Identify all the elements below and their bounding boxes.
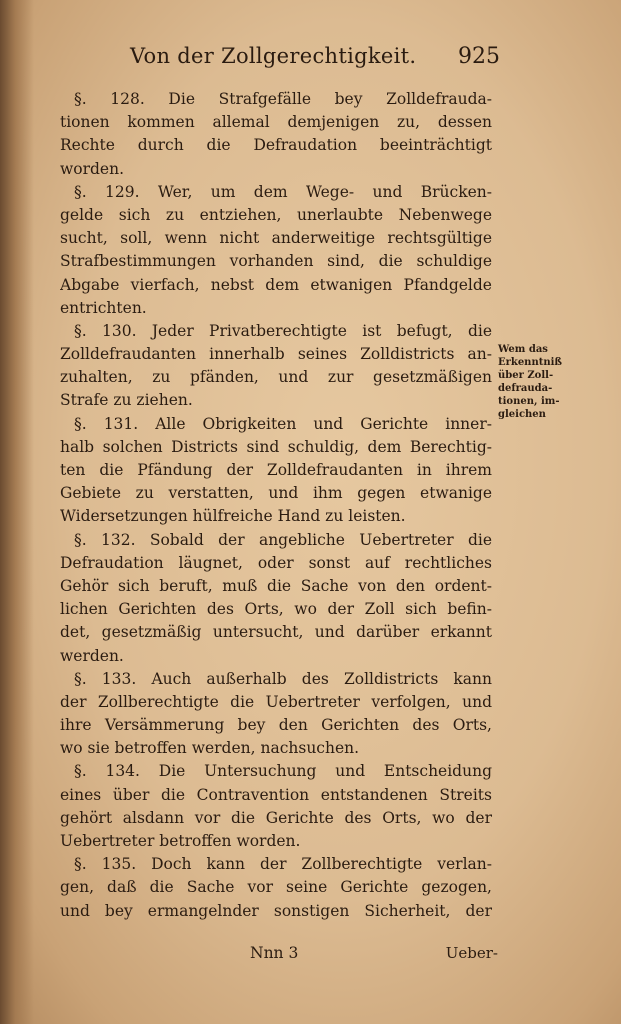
text-line: Strafbestimmungen vorhanden sind, die schuldige <box>60 252 492 271</box>
running-header <box>60 42 500 78</box>
text-line: gehört alsdann vor die Gerichte des Orts, wo der <box>60 808 492 827</box>
text-line: halb solchen Districts sind schuldig, dem Berechtig- <box>60 437 492 456</box>
running-title: Von der Zollgerechtigkeit. <box>130 44 417 68</box>
text-line: tionen kommen allemal demjenigen zu, dessen <box>60 113 492 132</box>
text-line: lichen Gerichten des Orts, wo der Zoll sich befin- <box>60 600 492 619</box>
body-text <box>60 88 492 923</box>
margin-note-line: defrauda- <box>498 383 553 394</box>
text-line: Gebiete zu verstatten, und ihm gegen etwanige <box>60 484 492 503</box>
text-line: sucht, soll, wenn nicht anderweitige rechtsgültige <box>60 229 492 248</box>
margin-note-line: über Zoll- <box>498 370 554 381</box>
margin-note-line: Wem das <box>498 344 548 355</box>
text-line: §. 134. Die Untersuchung und Entscheidung <box>74 762 492 781</box>
text-line: §. 131. Alle Obrigkeiten und Gerichte inner- <box>74 414 492 433</box>
text-line: det, gesetzmäßig untersucht, und darüber erkannt <box>60 623 492 642</box>
text-line: ihre Versämmerung bey den Gerichten des Orts, <box>60 716 492 735</box>
text-line: und bey ermangelnder sonstigen Sicherheit, der <box>60 901 492 920</box>
text-line: §. 132. Sobald der angebliche Uebertreter die <box>74 530 492 549</box>
text-line: §. 135. Doch kann der Zollberechtigte verlan- <box>74 855 492 874</box>
text-line: ten die Pfändung der Zolldefraudanten in ihrem <box>60 461 492 479</box>
text-line: Abgabe vierfach, nebst dem etwanigen Pfandgelde <box>60 275 492 294</box>
text-line: der Zollberechtigte die Uebertreter verfolgen, und <box>60 692 492 711</box>
book-gutter <box>0 0 34 1024</box>
text-line: Gehör sich beruft, muß die Sache von den ordent- <box>60 576 492 595</box>
signature-mark: Nnn 3 <box>250 944 299 962</box>
text-line: gen, daß die Sache vor seine Gerichte gezogen, <box>60 878 492 897</box>
margin-note-line: Erkenntniß <box>498 357 563 368</box>
text-line: §. 133. Auch außerhalb des Zolldistricts kann <box>74 669 492 688</box>
text-line: §. 128. Die Strafgefälle bey Zolldefrauda- <box>74 90 492 108</box>
text-line: eines über die Contravention entstandenen Streits <box>60 785 492 804</box>
page-footer <box>60 944 498 968</box>
catchword: Ueber- <box>445 944 498 962</box>
text-line: wo sie betroffen werden, nachsuchen. <box>60 739 360 758</box>
page-number: 925 <box>458 44 500 69</box>
text-line: entrichten. <box>60 298 147 317</box>
margin-note <box>498 343 578 421</box>
text-line: Widersetzungen hülfreiche Hand zu leisten. <box>60 507 406 526</box>
margin-note-line: gleichen <box>498 409 546 420</box>
text-line: Rechte durch die Defraudation beeinträchtigt <box>60 136 492 155</box>
text-line: gelde sich zu entziehen, unerlaubte Nebenwege <box>60 205 492 224</box>
text-line: zuhalten, zu pfänden, und zur gesetzmäßigen <box>60 368 492 387</box>
text-line: §. 130. Jeder Privatberechtigte ist befugt, die <box>74 321 492 340</box>
text-line: werden. <box>60 646 124 665</box>
text-line: Uebertreter betroffen worden. <box>60 832 301 850</box>
text-line: §. 129. Wer, um dem Wege- und Brücken- <box>74 182 492 201</box>
text-line: Defraudation läugnet, oder sonst auf rechtliches <box>60 553 492 572</box>
text-line: Strafe zu ziehen. <box>60 391 193 410</box>
margin-note-line: tionen, im- <box>498 396 560 407</box>
text-line: Zolldefraudanten innerhalb seines Zolldistricts an- <box>60 345 492 364</box>
text-line: worden. <box>60 159 125 178</box>
